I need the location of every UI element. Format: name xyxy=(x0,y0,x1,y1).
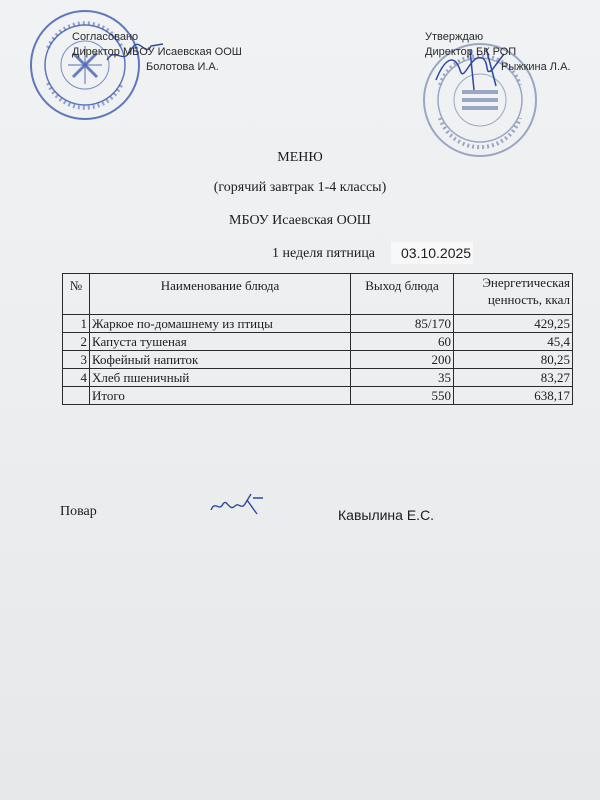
row-output: 85/170 xyxy=(351,315,454,333)
approval-right-heading: Утверждаю xyxy=(425,31,484,43)
menu-title: МЕНЮ xyxy=(277,150,323,165)
row-dish-name: Кофейный напиток xyxy=(90,351,351,369)
header-energy xyxy=(454,274,573,315)
row-energy: 83,27 xyxy=(454,369,573,387)
menu-table xyxy=(62,273,573,405)
row-number: 2 xyxy=(63,333,90,351)
total-output: 550 xyxy=(351,387,454,405)
table-row xyxy=(63,369,573,387)
cook-signature xyxy=(207,490,267,520)
total-number-cell xyxy=(63,387,90,405)
cook-role: Повар xyxy=(60,504,97,519)
approval-left xyxy=(72,30,242,75)
menu-date: 03.10.2025 xyxy=(391,242,473,264)
week-day: 1 неделя пятница xyxy=(272,246,376,261)
school-name: МБОУ Исаевская ООШ xyxy=(229,213,371,228)
row-number: 1 xyxy=(63,315,90,333)
row-output: 60 xyxy=(351,333,454,351)
header-energy-line2: ценность, ккал xyxy=(487,292,570,307)
approval-right xyxy=(425,30,570,75)
row-energy: 429,25 xyxy=(454,315,573,333)
approval-left-position: Директор МБОУ Исаевская ООШ xyxy=(72,46,242,58)
approval-right-position: Директор БК РОП xyxy=(425,46,517,58)
row-energy: 80,25 xyxy=(454,351,573,369)
row-number: 3 xyxy=(63,351,90,369)
row-number: 4 xyxy=(63,369,90,387)
header-energy-line1: Энергетическая xyxy=(482,275,570,290)
menu-subtitle: (горячий завтрак 1-4 классы) xyxy=(213,180,387,195)
cook-name: Кавылина Е.С. xyxy=(338,507,435,523)
row-dish-name: Хлеб пшеничный xyxy=(90,369,351,387)
row-energy: 45,4 xyxy=(454,333,573,351)
row-dish-name: Капуста тушеная xyxy=(90,333,351,351)
total-energy: 638,17 xyxy=(454,387,573,405)
header-output: Выход блюда xyxy=(351,274,454,315)
row-output: 200 xyxy=(351,351,454,369)
table-total-row xyxy=(63,387,573,405)
table-header-row xyxy=(63,274,573,315)
table-row xyxy=(63,315,573,333)
approval-right-name: Рыжкина Л.А. xyxy=(501,61,571,73)
total-label: Итого xyxy=(90,387,351,405)
row-output: 35 xyxy=(351,369,454,387)
table-row xyxy=(63,351,573,369)
approval-left-heading: Согласовано xyxy=(72,31,139,43)
approval-left-name: Болотова И.А. xyxy=(146,61,219,73)
row-dish-name: Жаркое по-домашнему из птицы xyxy=(90,315,351,333)
header-dish-name: Наименование блюда xyxy=(90,274,351,315)
header-number: № xyxy=(63,274,90,315)
table-row xyxy=(63,333,573,351)
